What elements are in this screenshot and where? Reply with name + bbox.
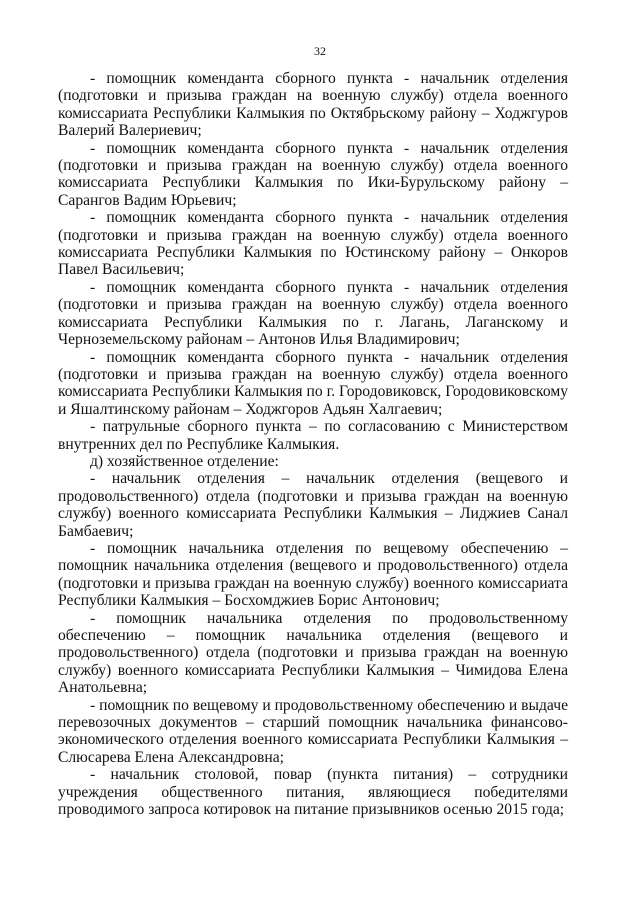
paragraph: - помощник коменданта сборного пункта - начальник отделения (подготовки и призыва граждан на военную службу) отдела военного комиссариата Республики Калмыкия по г. Городовиковск, Городовиковскому и Яшалтинскому районам – Ходжгоров Адьян Халгаевич;: [58, 348, 568, 418]
paragraph: - патрульные сборного пункта – по согласованию с Министерством внутренних дел по Республике Калмыкия.: [58, 418, 568, 453]
body-text: [58, 70, 568, 818]
paragraph: - начальник отделения – начальник отделения (вещевого и продовольственного) отдела (подготовки и призыва граждан на военную службу) военного комиссариата Республики Калмыкия – Лиджиев Санал Бамбаевич;: [58, 470, 568, 540]
paragraph: - помощник коменданта сборного пункта - начальник отделения (подготовки и призыва граждан на военную службу) отдела военного комиссариата Республики Калмыкия по Юстинскому району – Онкоров Павел Васильевич;: [58, 209, 568, 279]
paragraph: - помощник коменданта сборного пункта - начальник отделения (подготовки и призыва граждан на военную службу) отдела военного комиссариата Республики Калмыкия по г. Лагань, Лаганскому и Черноземельскому районам – Антонов Илья Владимирович;: [58, 278, 568, 349]
page-number: 32: [314, 44, 326, 58]
paragraph: - помощник начальника отделения по вещевому обеспечению – помощник начальника отделения (вещевого и продовольственного) отдела (подготовки и призыва граждан на военную службу) военного комиссариата Республики Калмыкия – Босхомджиев Борис Антонович;: [58, 539, 568, 610]
paragraph: - начальник столовой, повар (пункта питания) – сотрудники учреждения общественного питания, являющиеся победителями проводимого запроса котировок на питание призывников осенью 2015 года;: [58, 766, 568, 819]
paragraph: - помощник коменданта сборного пункта - начальник отделения (подготовки и призыва граждан на военную службу) отдела военного комиссариата Республики Калмыкия по Ики-Бурульскому району – Сарангов Вадим Юрьевич;: [58, 139, 568, 209]
section-heading: д) хозяйственное отделение:: [90, 452, 279, 470]
paragraph: - помощник коменданта сборного пункта - начальник отделения (подготовки и призыва граждан на военную службу) отдела военного комиссариата Республики Калмыкия по Октябрьскому району – Ходжгуров Валерий Валериевич;: [58, 70, 568, 140]
paragraph: - помощник начальника отделения по продовольственному обеспечению – помощник начальника отделения (вещевого и продовольственного) отдела (подготовки и призыва граждан на военную службу) военного комиссариата Республики Калмыкия – Чимидова Елена Анатольевна;: [58, 609, 568, 697]
paragraph: - помощник по вещевому и продовольственному обеспечению и выдаче перевозочных документов – старший помощник начальника финансово-экономического отделения военного комиссариата Республики Калмыкия – Слюсарева Елена Александровна;: [58, 696, 568, 766]
